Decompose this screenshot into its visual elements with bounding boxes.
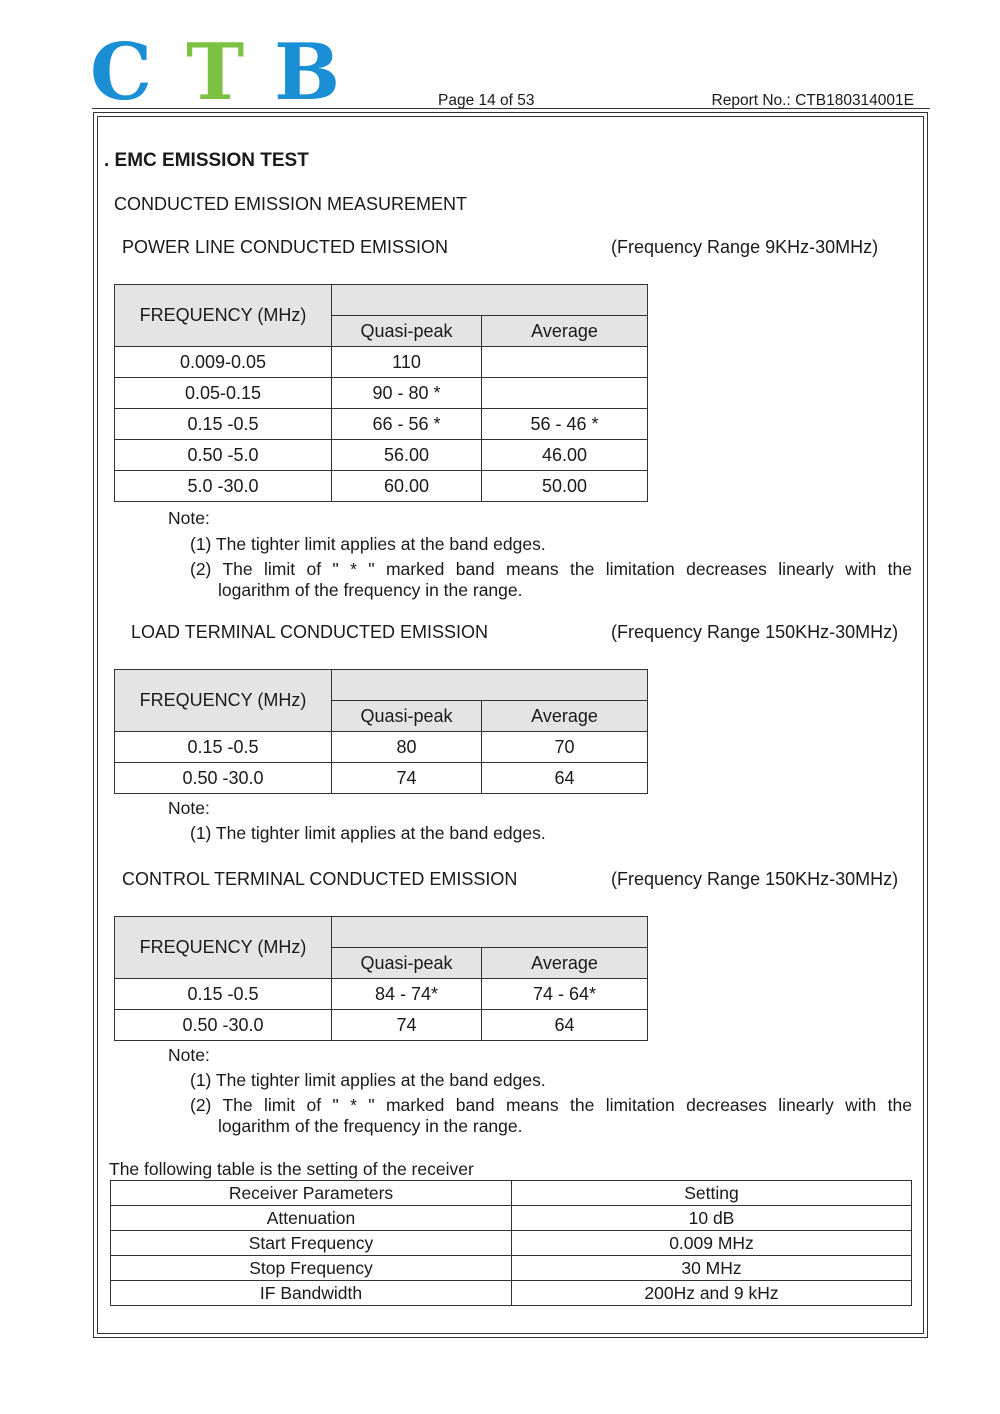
freq-cell: 0.50 -30.0 — [115, 763, 332, 794]
param-cell: Start Frequency — [111, 1231, 512, 1256]
control-terminal-limits-table — [114, 916, 648, 1041]
qp-cell: 110 — [332, 347, 482, 378]
qp-header: Quasi-peak — [332, 948, 482, 979]
page-number: Page 14 of 53 — [438, 92, 535, 109]
setting-cell: 0.009 MHz — [512, 1231, 912, 1256]
freq-cell: 0.50 -5.0 — [115, 440, 332, 471]
freq-header: FREQUENCY (MHz) — [115, 285, 332, 347]
qp-cell: 60.00 — [332, 471, 482, 502]
table-row — [111, 1231, 912, 1256]
avg-header: Average — [482, 948, 648, 979]
section-subtitle: CONDUCTED EMISSION MEASUREMENT — [114, 194, 468, 214]
setting-cell: 200Hz and 9 kHz — [512, 1281, 912, 1306]
receiver-settings-table — [110, 1180, 912, 1306]
power-note-2-line2: logarithm of the frequency in the range. — [218, 580, 523, 600]
section-title: . EMC EMISSION TEST — [104, 150, 309, 171]
control-note-2-line2: logarithm of the frequency in the range. — [218, 1116, 523, 1136]
avg-cell: 70 — [482, 732, 648, 763]
qp-cell: 80 — [332, 732, 482, 763]
param-cell: Attenuation — [111, 1206, 512, 1231]
power-line-heading: POWER LINE CONDUCTED EMISSION — [122, 237, 449, 257]
power-line-limits-table — [114, 284, 648, 502]
freq-header: FREQUENCY (MHz) — [115, 917, 332, 979]
table-row — [115, 471, 648, 502]
ctb-logo — [90, 27, 341, 118]
qp-header: Quasi-peak — [332, 316, 482, 347]
report-number: Report No.: CTB180314001E — [711, 92, 914, 109]
limits-header-blank — [332, 917, 648, 948]
qp-cell: 56.00 — [332, 440, 482, 471]
load-note-label: Note: — [168, 798, 210, 818]
header-rule — [92, 108, 930, 109]
power-line-range: (Frequency Range 9KHz-30MHz) — [611, 237, 879, 257]
freq-cell: 0.05-0.15 — [115, 378, 332, 409]
qp-cell: 66 - 56 * — [332, 409, 482, 440]
qp-cell: 74 — [332, 1010, 482, 1041]
limits-header-blank — [332, 670, 648, 701]
table-row — [115, 347, 648, 378]
power-note-1: (1) The tighter limit applies at the band edges. — [190, 534, 546, 554]
avg-header: Average — [482, 701, 648, 732]
param-cell: Stop Frequency — [111, 1256, 512, 1281]
logo-letter-c: C — [90, 27, 153, 118]
logo-letter-b: B — [274, 27, 341, 118]
load-terminal-limits-table — [114, 669, 648, 794]
receiver-caption: The following table is the setting of the receiver — [109, 1159, 474, 1179]
load-terminal-range: (Frequency Range 150KHz-30MHz) — [611, 622, 899, 642]
avg-cell: 46.00 — [482, 440, 648, 471]
table-row — [115, 763, 648, 794]
logo-letter-t: T — [186, 27, 245, 118]
table-row — [115, 440, 648, 471]
table-header-row — [111, 1181, 912, 1206]
freq-cell: 5.0 -30.0 — [115, 471, 332, 502]
avg-cell: 50.00 — [482, 471, 648, 502]
control-note-2 — [190, 1095, 912, 1137]
control-note-label: Note: — [168, 1045, 210, 1065]
qp-cell: 90 - 80 * — [332, 378, 482, 409]
table-row — [115, 378, 648, 409]
control-note-2-line1: (2) The limit of " * " marked band means the limitation decreases linearly with the — [190, 1095, 912, 1115]
freq-cell: 0.15 -0.5 — [115, 409, 332, 440]
control-terminal-heading: CONTROL TERMINAL CONDUCTED EMISSION — [122, 869, 518, 889]
control-note-1: (1) The tighter limit applies at the band edges. — [190, 1070, 546, 1090]
setting-cell: 10 dB — [512, 1206, 912, 1231]
qp-cell: 84 - 74* — [332, 979, 482, 1010]
avg-cell — [482, 378, 648, 409]
qp-cell: 74 — [332, 763, 482, 794]
control-terminal-range: (Frequency Range 150KHz-30MHz) — [611, 869, 899, 889]
table-row — [111, 1256, 912, 1281]
freq-cell: 0.009-0.05 — [115, 347, 332, 378]
load-note-1: (1) The tighter limit applies at the band edges. — [190, 823, 546, 843]
avg-cell — [482, 347, 648, 378]
power-note-2 — [190, 559, 912, 601]
receiver-setting-header: Setting — [512, 1181, 912, 1206]
receiver-param-header: Receiver Parameters — [111, 1181, 512, 1206]
table-row — [111, 1281, 912, 1306]
avg-header: Average — [482, 316, 648, 347]
param-cell: IF Bandwidth — [111, 1281, 512, 1306]
freq-header: FREQUENCY (MHz) — [115, 670, 332, 732]
table-row — [115, 1010, 648, 1041]
table-row — [111, 1206, 912, 1231]
table-row — [115, 409, 648, 440]
avg-cell: 74 - 64* — [482, 979, 648, 1010]
power-note-label: Note: — [168, 508, 210, 528]
power-note-2-line1: (2) The limit of " * " marked band means the limitation decreases linearly with the — [190, 559, 912, 579]
table-row — [115, 732, 648, 763]
limits-header-blank — [332, 285, 648, 316]
avg-cell: 64 — [482, 763, 648, 794]
qp-header: Quasi-peak — [332, 701, 482, 732]
load-terminal-heading: LOAD TERMINAL CONDUCTED EMISSION — [131, 622, 489, 642]
freq-cell: 0.50 -30.0 — [115, 1010, 332, 1041]
setting-cell: 30 MHz — [512, 1256, 912, 1281]
table-row — [115, 979, 648, 1010]
freq-cell: 0.15 -0.5 — [115, 979, 332, 1010]
freq-cell: 0.15 -0.5 — [115, 732, 332, 763]
avg-cell: 64 — [482, 1010, 648, 1041]
avg-cell: 56 - 46 * — [482, 409, 648, 440]
